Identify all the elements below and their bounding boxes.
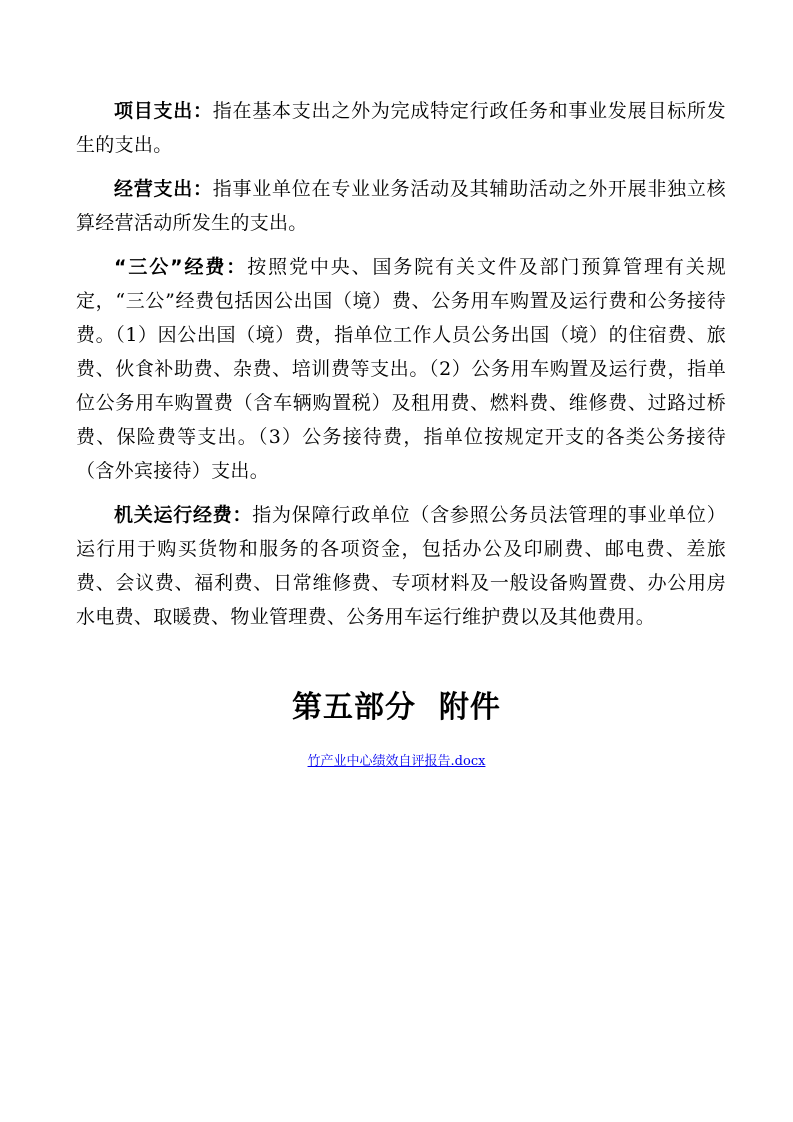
- document-body: [76, 94, 726, 644]
- attachment-line: [0, 752, 793, 772]
- definition-text: 指在基本支出之外为完成特定行政任务和事业发展目标所发生的支出。: [76, 100, 726, 156]
- definition-three-public-expenses: [76, 250, 726, 488]
- definition-project-expenditure: [76, 94, 726, 162]
- definition-term: 经营支出：: [114, 178, 213, 200]
- definition-operating-expenditure: [76, 172, 726, 240]
- section-title: 第五部分 附件: [292, 690, 501, 725]
- definition-text: 按照党中央、国务院有关文件及部门预算管理有关规定，“三公”经费包括因公出国（境）费、公务用车购置及运行费和公务接待费。（1）因公出国（境）费，指单位工作人员公务出国（境）的住宿费、旅费、伙食补助费、杂费、培训费等支出。（2）公务用车购置及运行费，指单位公务用车购置费（含车辆购置税）及租用费、燃料费、维修费、过路过桥费、保险费等支出。（3）公务接待费，指单位按规定开支的各类公务接待（含外宾接待）支出。: [76, 256, 726, 482]
- definition-term: 项目支出：: [114, 100, 213, 122]
- definition-term: “三公”经费：: [114, 256, 248, 278]
- definition-agency-operating-expenses: [76, 498, 726, 634]
- definition-text: 指事业单位在专业业务活动及其辅助活动之外开展非独立核算经营活动所发生的支出。: [76, 178, 726, 234]
- attachment-link[interactable]: 竹产业中心绩效自评报告.docx: [307, 754, 486, 769]
- definition-text: 指为保障行政单位（含参照公务员法管理的事业单位）运行用于购买货物和服务的各项资金，包括办公及印刷费、邮电费、差旅费、会议费、福利费、日常维修费、专项材料及一般设备购置费、办公用房水电费、取暖费、物业管理费、公务用车运行维护费以及其他费用。: [76, 504, 726, 628]
- definition-term: 机关运行经费：: [114, 504, 253, 526]
